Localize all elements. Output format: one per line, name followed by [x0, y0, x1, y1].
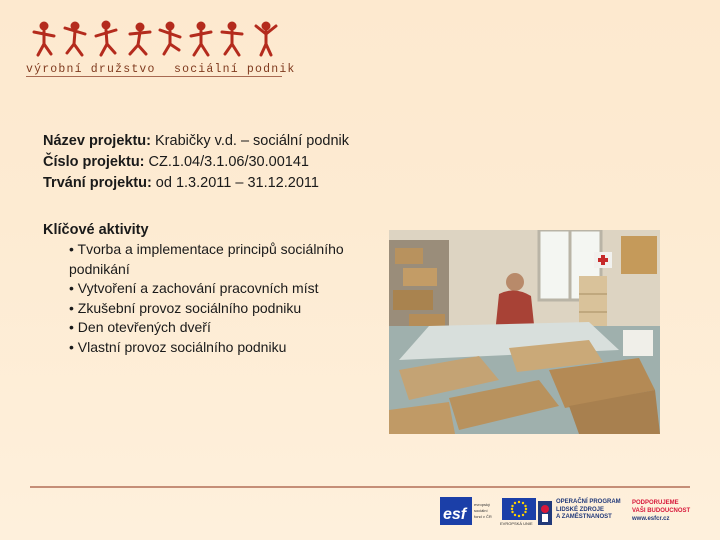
esf-web-link[interactable]: www.esfcr.cz	[632, 516, 670, 522]
activities-title: Klíčové aktivity	[43, 222, 149, 238]
logo-tagline	[26, 63, 296, 76]
project-info	[43, 131, 349, 194]
activity-item: • Vytvoření a zachování pracovních míst	[69, 280, 319, 296]
project-name-label: Název projektu:	[43, 133, 151, 149]
tagline-underline	[26, 76, 282, 77]
footer-divider	[30, 486, 690, 488]
op-line3: A ZAMĚSTNANOST	[556, 514, 612, 520]
tagline-left: výrobní družstvo	[26, 63, 156, 76]
project-duration-row	[43, 173, 349, 194]
svg-text:evropský: evropský	[474, 502, 491, 507]
svg-text:fond v ČR: fond v ČR	[474, 514, 492, 519]
project-name-value: Krabičky v.d. – sociální podnik	[150, 133, 349, 149]
activity-item: • Zkušební provoz sociálního podniku	[69, 299, 302, 316]
future-line2: VAŠI BUDOUCNOST	[632, 508, 691, 514]
op-line2: LIDSKÉ ZDROJE	[556, 506, 605, 513]
op-text	[556, 499, 621, 522]
dancing-figures-logo	[26, 20, 288, 60]
activity-item: • Vlastní provoz sociálního podniku	[69, 338, 287, 355]
esf-logo	[440, 495, 500, 527]
project-number-row	[43, 152, 349, 173]
key-activities	[43, 222, 344, 357]
eu-flag-icon	[502, 498, 536, 520]
op-lzz-logo	[536, 497, 628, 527]
svg-text:sociální: sociální	[474, 508, 488, 513]
eu-label: EVROPSKÁ UNIE	[500, 521, 533, 526]
project-number-label: Číslo projektu:	[43, 154, 145, 170]
company-logo	[22, 20, 296, 80]
esf-label: esf	[443, 506, 467, 523]
project-name-row	[43, 131, 349, 152]
activity-item: • Den otevřených dveří	[69, 319, 211, 335]
op-line1: OPERAČNÍ PROGRAM	[556, 499, 621, 505]
project-number-value: CZ.1.04/3.1.06/30.00141	[144, 154, 309, 170]
activity-item: • Tvorba a implementace principů sociálního	[69, 241, 344, 257]
future-line1: PODPORUJEME	[632, 500, 679, 506]
workshop-photo	[389, 230, 660, 434]
future-slogan	[632, 499, 690, 523]
tagline-right: sociální podnik	[174, 63, 296, 76]
activity-item-continuation: podnikání	[69, 260, 130, 277]
project-duration-value: od 1.3.2011 – 31.12.2011	[151, 175, 319, 191]
project-duration-label: Trvání projektu:	[43, 175, 152, 191]
